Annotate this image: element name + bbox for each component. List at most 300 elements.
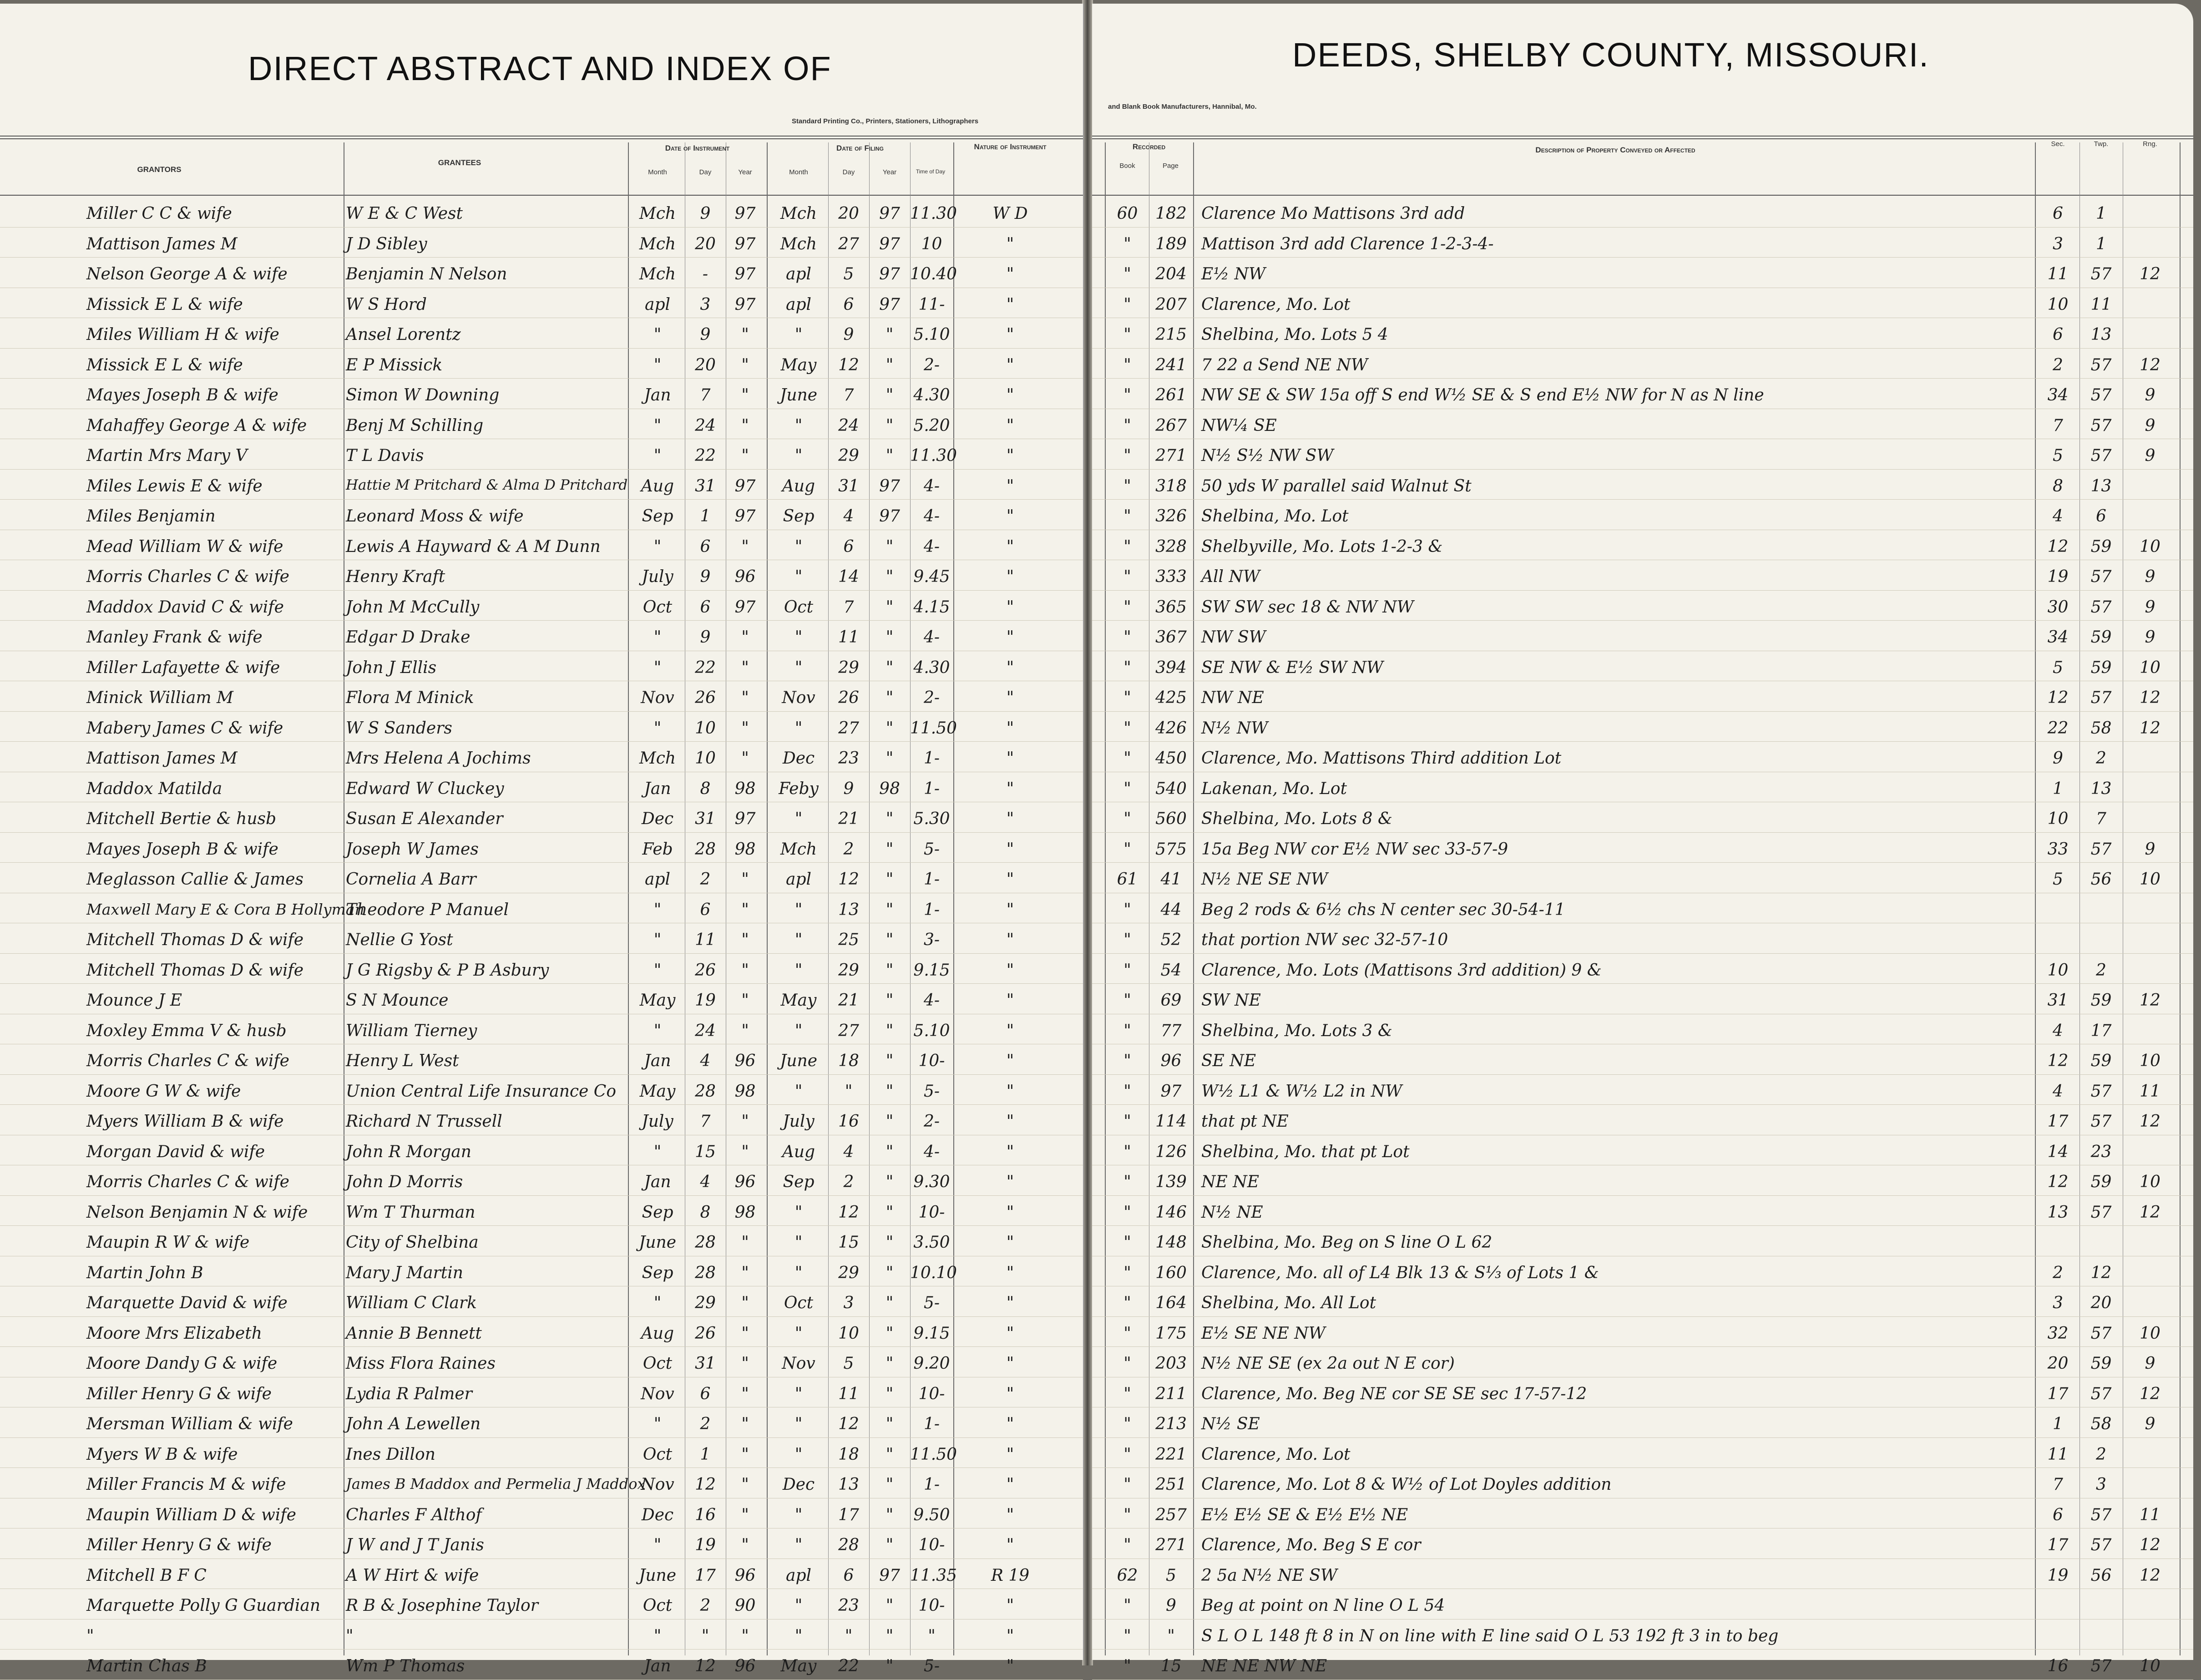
sec-cell: 3 [2053, 1294, 2063, 1312]
inst-month-cell: Jan [644, 1173, 671, 1191]
page-cell: 257 [1155, 1505, 1187, 1524]
inst-month-cell: " [653, 1536, 662, 1554]
row-rule [1092, 1649, 2193, 1650]
grantee-cell: R B & Josephine Taylor [346, 1596, 538, 1615]
twp-cell: 56 [2090, 870, 2112, 889]
grantor-cell: Maddox David C & wife [86, 597, 284, 617]
description-cell: Clarence, Mo. all of L4 Blk 13 & S⅓ of Lots 1 & [1201, 1263, 1599, 1282]
file-day-cell: 25 [838, 931, 859, 949]
time-cell: 5- [923, 1082, 940, 1101]
time-cell: 5.10 [913, 325, 950, 344]
inst-month-cell: " [653, 1294, 662, 1312]
inst-year-cell: " [741, 1142, 749, 1161]
inst-month-cell: Mch [639, 234, 676, 253]
inst-month-cell: Nov [641, 1384, 674, 1403]
inst-year-cell: " [741, 386, 749, 405]
inst-year-cell: " [741, 537, 749, 556]
sec-cell: 11 [2047, 265, 2069, 283]
nature-cell: " [1006, 355, 1014, 374]
file-month-cell: Sep [783, 1173, 815, 1191]
sec-cell: 3 [2053, 234, 2063, 253]
grantee-cell: A W Hirt & wife [346, 1566, 479, 1585]
twp-cell: 13 [2090, 476, 2112, 496]
inst-month-cell: " [653, 537, 662, 556]
inst-day-cell: 1 [700, 1445, 711, 1464]
grantor-cell: Myers W B & wife [86, 1445, 238, 1464]
file-month-cell: June [779, 386, 818, 405]
inst-year-cell: " [741, 900, 749, 919]
file-year-cell: " [885, 1082, 894, 1101]
book-cell: " [1123, 1475, 1131, 1494]
file-year-cell: " [885, 628, 894, 647]
rng-cell: 12 [2140, 1203, 2161, 1222]
inst-year-cell: " [741, 991, 749, 1010]
inst-day-cell: 20 [695, 234, 716, 253]
description-cell: Shelbina, Mo. Beg on S line O L 62 [1201, 1233, 1493, 1252]
nature-cell: " [1006, 325, 1014, 344]
time-cell: 11.35 [910, 1566, 957, 1585]
file-month-cell: May [780, 355, 817, 374]
file-day-cell: 23 [838, 749, 859, 768]
row-rule [0, 1346, 1083, 1347]
grantee-cell: E P Missick [346, 355, 443, 374]
book-cell: " [1123, 597, 1131, 617]
grantee-cell: John M McCully [346, 597, 480, 617]
sec-cell: 22 [2047, 719, 2069, 738]
file-day-cell: 5 [843, 265, 854, 283]
sec-cell: 16 [2047, 1657, 2069, 1675]
file-month-cell: Aug [782, 1142, 815, 1161]
inst-month-cell: " [653, 628, 662, 647]
grantee-cell: John D Morris [346, 1173, 463, 1191]
twp-cell: 7 [2096, 810, 2106, 828]
book-cell: 60 [1117, 204, 1138, 223]
rng-cell: 9 [2145, 628, 2155, 647]
file-year-cell: " [885, 931, 894, 949]
time-cell: 10- [918, 1203, 945, 1222]
grantor-cell: Miller C C & wife [86, 204, 232, 223]
file-year-cell: " [885, 1233, 894, 1252]
description-cell: Clarence, Mo. Lot 8 & W½ of Lot Doyles addition [1201, 1475, 1612, 1494]
description-cell: that pt NE [1201, 1112, 1289, 1131]
time-cell: 4- [923, 991, 940, 1010]
twp-cell: 58 [2090, 719, 2112, 738]
inst-year-cell: " [741, 1536, 749, 1554]
inst-month-cell: " [653, 1142, 662, 1161]
inst-year-cell: " [741, 1294, 749, 1312]
file-year-cell: " [885, 1052, 894, 1070]
description-cell: Shelbyville, Mo. Lots 1-2-3 & [1201, 537, 1443, 556]
file-day-cell: 29 [838, 1263, 859, 1282]
sec-cell: 7 [2053, 1475, 2063, 1494]
description-cell: N½ NE SE NW [1201, 870, 1328, 889]
description-cell: All NW [1201, 567, 1260, 586]
page-cell: 204 [1155, 265, 1187, 283]
inst-month-cell: " [653, 961, 662, 980]
rng-cell: 9 [2145, 1415, 2155, 1433]
inst-month-cell: June [638, 1566, 677, 1585]
rng-cell: 10 [2140, 1052, 2161, 1070]
book-cell: " [1123, 1173, 1131, 1191]
row-rule [1092, 257, 2193, 258]
file-day-cell: 21 [838, 810, 859, 828]
nature-cell: " [1006, 1203, 1014, 1222]
file-month-cell: Dec [782, 749, 815, 768]
file-day-cell: 17 [838, 1505, 859, 1524]
inst-month-cell: " [653, 658, 662, 677]
inst-month-cell: " [653, 1021, 662, 1040]
book-cell: " [1123, 1505, 1131, 1524]
inst-day-cell: 26 [695, 1324, 716, 1343]
grantor-cell: Meglasson Callie & James [86, 870, 304, 889]
page-cell: 69 [1160, 991, 1182, 1010]
file-month-cell: " [794, 658, 803, 677]
rng-cell: 10 [2140, 658, 2161, 677]
time-cell: 1- [923, 900, 940, 919]
inst-year-cell: " [741, 931, 749, 949]
book-cell: " [1123, 779, 1131, 798]
file-month-cell: " [794, 1324, 803, 1343]
file-day-cell: 6 [843, 1566, 854, 1585]
description-cell: NW SW [1201, 628, 1266, 647]
rng-cell: 12 [2140, 688, 2161, 707]
nature-cell: " [1006, 1082, 1014, 1101]
file-month-cell: " [794, 1233, 803, 1252]
grantors-header: GRANTORS [137, 165, 182, 174]
inst-month-cell: Feb [642, 840, 673, 859]
page-cell: 267 [1155, 416, 1187, 435]
row-rule [1092, 499, 2193, 500]
page-header: Page [1162, 162, 1179, 170]
nature-cell: " [1006, 719, 1014, 738]
book-cell: " [1123, 658, 1131, 677]
inst-month-cell: July [642, 1112, 673, 1131]
description-cell: Shelbina, Mo. All Lot [1201, 1294, 1376, 1312]
grantee-cell: Hattie M Pritchard & Alma D Pritchard [346, 476, 628, 493]
file-month-cell: May [780, 991, 817, 1010]
twp-cell: 57 [2090, 840, 2112, 859]
description-cell: Shelbina, Mo. that pt Lot [1201, 1142, 1410, 1161]
grantee-cell: Mary J Martin [346, 1263, 463, 1282]
twp-cell: 59 [2090, 1354, 2112, 1373]
inst-day-cell: 24 [695, 416, 716, 435]
file-year-header: Year [882, 168, 897, 176]
grantor-cell: Marquette Polly G Guardian [86, 1596, 321, 1615]
grantee-cell: Flora M Minick [346, 688, 474, 707]
file-day-cell: 12 [838, 1203, 859, 1222]
grantor-cell: Mayes Joseph B & wife [86, 840, 278, 859]
grantor-cell: Maupin William D & wife [86, 1505, 296, 1524]
page-cell: 9 [1166, 1596, 1176, 1615]
grantee-cell: John R Morgan [346, 1142, 471, 1161]
grantor-cell: Mitchell B F C [86, 1566, 207, 1585]
book-cell: " [1123, 810, 1131, 828]
book-cell: " [1123, 507, 1131, 526]
inst-year-cell: " [741, 719, 749, 738]
row-rule [0, 1316, 1083, 1317]
grantee-cell: J D Sibley [346, 234, 427, 253]
twp-cell: 57 [2090, 355, 2112, 374]
file-year-cell: 97 [879, 265, 900, 283]
grantee-cell: Annie B Bennett [346, 1324, 482, 1343]
sec-cell: 6 [2053, 204, 2063, 223]
description-cell: N½ S½ NW SW [1201, 446, 1334, 465]
book-cell: " [1123, 840, 1131, 859]
description-cell: Clarence, Mo. Lots (Mattisons 3rd addition) 9 & [1201, 961, 1602, 980]
header-rule-top [0, 136, 1083, 137]
row-rule [0, 590, 1083, 591]
header-rule-top-2 [1092, 138, 2193, 139]
sec-cell: 31 [2047, 991, 2069, 1010]
time-cell: 10- [918, 1596, 945, 1615]
file-year-cell: " [885, 325, 894, 344]
nature-cell: " [1006, 931, 1014, 949]
book-cell: " [1123, 1384, 1131, 1403]
file-day-cell: 16 [838, 1112, 859, 1131]
sec-cell: 20 [2047, 1354, 2069, 1373]
sec-cell: 5 [2053, 446, 2063, 465]
file-month-cell: " [794, 537, 803, 556]
row-rule [0, 227, 1083, 228]
file-day-cell: 2 [843, 840, 854, 859]
time-cell: 2- [923, 688, 940, 707]
grantee-cell: Richard N Trussell [346, 1112, 502, 1131]
file-day-cell: 4 [843, 1142, 854, 1161]
header-rule-bottom [0, 195, 1083, 196]
sec-cell: 10 [2047, 961, 2069, 980]
row-rule [1092, 1437, 2193, 1438]
time-cell: 10 [921, 234, 942, 253]
grantee-cell: Edward W Cluckey [346, 779, 504, 798]
inst-day-cell: 26 [695, 961, 716, 980]
grantee-cell: T L Davis [346, 446, 424, 465]
twp-cell: 57 [2090, 446, 2112, 465]
time-cell: 10- [918, 1384, 945, 1403]
grantee-cell: Simon W Downing [346, 386, 500, 405]
rng-cell: 12 [2140, 1112, 2161, 1131]
page-cell: 148 [1155, 1233, 1187, 1252]
inst-day-cell: 2 [700, 870, 711, 889]
book-cell: " [1123, 234, 1131, 253]
description-cell: Clarence, Mo. Beg NE cor SE SE sec 17-57-12 [1201, 1384, 1587, 1403]
inst-day-cell: 22 [695, 446, 716, 465]
book-cell: " [1123, 749, 1131, 768]
page-cell: 394 [1155, 658, 1187, 677]
description-cell: N½ NE [1201, 1203, 1263, 1222]
time-cell: 2- [923, 355, 940, 374]
page-cell: 328 [1155, 537, 1187, 556]
inst-month-cell: Sep [642, 1263, 673, 1282]
grantee-cell: " [346, 1626, 354, 1645]
nature-cell: " [1006, 1445, 1014, 1464]
rng-cell: 9 [2145, 446, 2155, 465]
grantor-cell: " [86, 1626, 94, 1645]
file-year-cell: " [885, 416, 894, 435]
file-month-cell: " [794, 961, 803, 980]
grantee-cell: W S Sanders [346, 719, 452, 738]
description-cell: E½ NW [1201, 265, 1266, 283]
book-cell: " [1123, 1445, 1131, 1464]
grantor-cell: Moxley Emma V & husb [86, 1021, 287, 1040]
right-page [1092, 4, 2193, 1675]
description-cell: Shelbina, Mo. Lots 8 & [1201, 810, 1392, 828]
sec-cell: 19 [2047, 567, 2069, 586]
twp-cell: 57 [2090, 1112, 2112, 1131]
nature-cell: " [1006, 295, 1014, 314]
time-cell: 4.30 [913, 658, 950, 677]
time-cell: 10.40 [910, 265, 957, 283]
book-cell: " [1123, 355, 1131, 374]
description-cell: E½ E½ SE & E½ E½ NE [1201, 1505, 1408, 1524]
page-cell: 96 [1160, 1052, 1182, 1070]
grantee-cell: Henry L West [346, 1052, 459, 1070]
row-rule [1092, 620, 2193, 621]
grantor-cell: Morris Charles C & wife [86, 1173, 289, 1191]
rng-header: Rng. [2143, 140, 2157, 148]
sec-cell: 6 [2053, 325, 2063, 344]
description-cell: E½ SE NE NW [1201, 1324, 1326, 1343]
grantee-cell: Cornelia A Barr [346, 870, 476, 889]
book-cell: " [1123, 1021, 1131, 1040]
inst-day-cell: 8 [700, 1203, 711, 1222]
grantor-cell: Martin Mrs Mary V [86, 446, 248, 465]
file-month-cell: " [794, 719, 803, 738]
inst-month-cell: Oct [643, 1445, 673, 1464]
twp-cell: 59 [2090, 1052, 2112, 1070]
rng-cell: 10 [2140, 1173, 2161, 1191]
inst-month-cell: apl [644, 295, 671, 314]
file-month-cell: " [794, 416, 803, 435]
inst-day-cell: 17 [695, 1566, 716, 1585]
file-month-cell: " [794, 1021, 803, 1040]
grantor-cell: Mahaffey George A & wife [86, 416, 307, 435]
description-cell: Clarence, Mo. Lot [1201, 295, 1351, 314]
page-cell: 318 [1155, 476, 1187, 496]
grantor-cell: Morgan David & wife [86, 1142, 265, 1161]
book-cell: " [1123, 1536, 1131, 1554]
grantor-cell: Mabery James C & wife [86, 719, 283, 738]
grantee-cell: W S Hord [346, 295, 427, 314]
grantor-cell: Moore Dandy G & wife [86, 1354, 278, 1373]
description-cell: NW¼ SE [1201, 416, 1277, 435]
description-cell: SE NW & E½ SW NW [1201, 658, 1384, 677]
inst-day-cell: 2 [700, 1415, 711, 1433]
book-cell: " [1123, 991, 1131, 1010]
page-cell: 164 [1155, 1294, 1187, 1312]
twp-cell: 1 [2096, 234, 2106, 253]
row-rule [1092, 741, 2193, 742]
sec-cell: 9 [2053, 749, 2063, 768]
file-day-cell: 18 [838, 1052, 859, 1070]
nature-cell: " [1006, 1536, 1014, 1554]
twp-cell: 57 [2090, 1657, 2112, 1675]
inst-year-cell: 96 [734, 1657, 756, 1675]
inst-year-header: Year [738, 168, 752, 176]
inst-day-cell: 26 [695, 688, 716, 707]
nature-cell: " [1006, 1021, 1014, 1040]
file-day-cell: 26 [838, 688, 859, 707]
page-cell: 77 [1160, 1021, 1182, 1040]
inst-year-cell: 96 [734, 1173, 756, 1191]
grantor-cell: Mounce J E [86, 991, 182, 1010]
time-cell: 5- [923, 1657, 940, 1675]
time-cell: 10- [918, 1052, 945, 1070]
nature-cell: " [1006, 688, 1014, 707]
grantor-cell: Miller Henry G & wife [86, 1384, 272, 1403]
col-divider [1193, 142, 1194, 1655]
description-cell: SW SW sec 18 & NW NW [1201, 597, 1414, 617]
inst-month-cell: " [653, 325, 662, 344]
page-cell: 221 [1155, 1445, 1187, 1464]
twp-cell: 2 [2096, 749, 2106, 768]
inst-year-cell: " [741, 870, 749, 889]
inst-year-cell: " [741, 1445, 749, 1464]
inst-year-cell: 97 [734, 265, 756, 283]
sec-cell: 11 [2047, 1445, 2069, 1464]
inst-year-cell: " [741, 1233, 749, 1252]
file-year-cell: " [885, 355, 894, 374]
page-cell: 425 [1155, 688, 1187, 707]
nature-cell: " [1006, 1626, 1014, 1645]
file-day-cell: 6 [843, 537, 854, 556]
file-day-cell: 10 [838, 1324, 859, 1343]
file-year-cell: " [885, 1445, 894, 1464]
rng-cell: 10 [2140, 537, 2161, 556]
sec-cell: 6 [2053, 1505, 2063, 1524]
nature-header: Nature of Instrument [974, 142, 1047, 151]
inst-day-cell: 9 [700, 628, 711, 647]
grantor-cell: Miles Lewis E & wife [86, 476, 263, 496]
book-cell: " [1123, 1142, 1131, 1161]
inst-year-cell: 90 [734, 1596, 756, 1615]
page-cell: 160 [1155, 1263, 1187, 1282]
grantee-cell: W E & C West [346, 204, 463, 223]
file-month-cell: Oct [784, 1294, 814, 1312]
file-day-cell: 20 [838, 204, 859, 223]
row-rule [1092, 1346, 2193, 1347]
book-cell: " [1123, 1596, 1131, 1615]
grantee-cell: William Tierney [346, 1021, 477, 1040]
inst-month-cell: apl [644, 870, 671, 889]
nature-cell: " [1006, 628, 1014, 647]
nature-cell: R 19 [991, 1566, 1030, 1585]
rng-cell: 10 [2140, 870, 2161, 889]
grantee-cell: Susan E Alexander [346, 810, 503, 828]
book-cell: " [1123, 1082, 1131, 1101]
book-cell: " [1123, 386, 1131, 405]
sec-cell: 5 [2053, 870, 2063, 889]
grantor-cell: Morris Charles C & wife [86, 567, 289, 586]
nature-cell: W D [992, 204, 1028, 223]
description-cell: N½ NW [1201, 719, 1268, 738]
row-rule [1092, 227, 2193, 228]
book-cell: " [1123, 446, 1131, 465]
file-day-cell: 4 [843, 507, 854, 526]
file-month-cell: Dec [782, 1475, 815, 1494]
inst-month-cell: Jan [644, 386, 671, 405]
file-day-cell: 11 [838, 1384, 859, 1403]
row-rule [1092, 1316, 2193, 1317]
inst-year-cell: 96 [734, 567, 756, 586]
file-month-cell: " [794, 1626, 803, 1645]
time-cell: 11.30 [910, 204, 957, 223]
nature-cell: " [1006, 1384, 1014, 1403]
page-cell: 52 [1160, 931, 1182, 949]
description-cell: Shelbina, Mo. Lots 5 4 [1201, 325, 1388, 344]
time-cell: 9.20 [913, 1354, 950, 1373]
page-cell: 97 [1160, 1082, 1182, 1101]
file-year-cell: " [885, 1657, 894, 1675]
